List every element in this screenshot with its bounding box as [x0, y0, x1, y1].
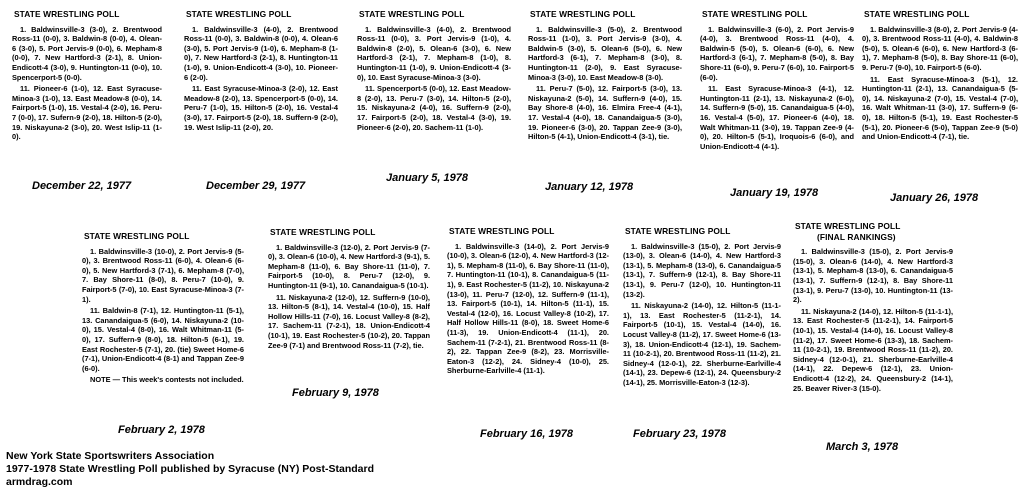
poll-paragraph: 11. Pioneer-6 (1-0), 12. East Syracuse-Minoa-3 (1-0), 13. East Meadow-8 (0-0), 14. Fairport-5 (1-0), 15. Vestal-4 (2-0), 16. Peru-7 (0-0), 17. Sufern-9 (2-0), 18. Hilton-5 (2-0), 19. Niskayuna-2 (3-0), 20. West Islip-11 (1-0).: [12, 84, 162, 142]
poll-paragraph: 1. Baldwinsville-3 (4-0), 2. Brentwood Ross-11 (0-0), 3. Port Jervis-9 (1-0), 4. Baldwin-8 (2-0), 5. Olean-6 (3-0), 6. New Hartford-3 (2-1), 7. Mepham-8 (1-0), 8. Huntington-11 (1-0), 9. Union-Endicott-4 (3-0), 10. East Syracuse-Minoa-3 (3-0).: [357, 24, 511, 82]
poll-paragraph: 1. Baldwinsville-3 (3-0), 2. Brentwood Ross-11 (0-0), 3. Baldwin-8 (0-0), 4. Olean-6 (3-0), 5. Port Jervis-9 (0-0), 6. Mepham-8 (0-0), 7. New Hartford-3 (2-1), 8. Union-Endicott-4 (3-0), 9. Huntington-11 (0-0), 10. Spencerport-5 (0-0).: [12, 24, 162, 82]
poll-body: [623, 242, 781, 388]
poll-body: [793, 247, 953, 393]
poll-paragraph: 11. East Syracuse-Minoa-3 (2-0), 12. East Meadow-8 (2-0), 13. Spencerport-5 (0-0), 14. Peru-7 (1-0), 15. Hilton-5 (2-0), 16. Vestal-4 (3-0), 17. Fairport-5 (2-0), 18. Suffern-9 (2-0), 19. West Islip-11 (2-0), 20.: [184, 84, 338, 132]
poll-title: STATE WRESTLING POLL: [186, 9, 292, 19]
poll-clipping-feb16: [447, 227, 609, 378]
poll-paragraph: 11. Peru-7 (5-0), 12. Fairport-5 (3-0), 13. Niskayuna-2 (5-0), 14. Suffern-9 (4-0), 15. Bay Shore-8 (4-0), 16. Elmira Free-4 (4-1), 17. Vestal-4 (4-0), 18. Canandaigua-5 (3-0), 19. Pioneer-6 (3-0), 20. Tappan Zee-9 (3-0), Hilton-5 (4-1), Union-Endicott-4 (3-1), tie.: [528, 84, 682, 142]
poll-title: STATE WRESTLING POLL: [270, 227, 376, 237]
poll-body: [447, 242, 609, 376]
poll-paragraph: 1. Baldwinsville-3 (5-0), 2. Brentwood Ross-11 (1-0), 3. Port Jervis-9 (3-0), 4. Baldwin-5 (3-0), 5. Olean-6 (5-0), 6. New Hartford-3 (6-1), 7. Mepham-8 (3-0), 8. Huntington-11 (2-0), 9. East Syracuse-Minoa-3 (3-0), 10. East Meadow-8 (3-0).: [528, 24, 682, 82]
poll-title: STATE WRESTLING POLL: [864, 9, 970, 19]
poll-title: STATE WRESTLING POLL: [449, 226, 555, 236]
poll-title: STATE WRESTLING POLL: [702, 9, 808, 19]
poll-clipping-feb2: [82, 232, 244, 387]
poll-body: [82, 247, 244, 385]
poll-clipping-jan5: [357, 10, 511, 134]
poll-paragraph: 11. Baldwin-8 (7-1), 12. Huntington-11 (5-1), 13. Canandaigua-5 (6-0), 14. Niskayuna-2 (10-0), 15. Vestal-4 (8-0), 16. Walt Whitman-11 (5-0), 17. Suffern-9 (8-0), 18. Hilton-5 (6-1), 19. East Rochester-5 (7-1), 20. (tie) Sweet Home-6 (7-1), Union-Endicott-4 (8-1) and Tappan Zee-9 (6-0).: [82, 306, 244, 373]
poll-body: [700, 25, 854, 152]
poll-clipping-feb23: [623, 227, 781, 390]
poll-clipping-feb9: [268, 228, 430, 352]
poll-body: [12, 25, 162, 142]
poll-date: December 29, 1977: [206, 180, 306, 192]
poll-paragraph: 11. Niskayuna-2 (12-0), 12. Suffern-9 (10-0), 13. Hilton-5 (8-1), 14. Vestal-4 (10-0), 15. Half Hollow Hills-11 (7-0), 16. Locust Valley-8 (8-2), 17. Sachem-11 (7-2-1), 18. Union-Endicott-4 (10-1), 19. East Rochester-5 (10-2), 20. Tappan Zee-9 (7-1) and Brentwood Ross-11 (7-2), tie.: [268, 292, 430, 350]
poll-date: December 22, 1977: [32, 180, 132, 192]
poll-date: February 23, 1978: [633, 428, 726, 440]
poll-date: January 19, 1978: [730, 187, 819, 199]
poll-paragraph: 11. East Syracuse-Minoa-3 (5-1), 12. Huntington-11 (2-1), 13. Canandaigua-5 (5-0), 14. Niskayuna-2 (7-0), 15. Vestal-4 (7-0), 16. Walt Whitman-11 (3-0), 17. Suffern-9 (6-0), 18. Hilton-5 (5-1), 19. East Rochester-5 (5-1), 20. Pioneer-6 (5-0), Tappan Zee-9 (5-0) and Union-Endicott-4 (7-1), tie.: [862, 74, 1018, 142]
poll-clipping-dec29: [184, 10, 338, 134]
poll-clipping-jan26: [862, 10, 1018, 144]
poll-clipping-mar3: [793, 222, 953, 395]
poll-body: [862, 25, 1018, 142]
poll-title: STATE WRESTLING POLL: [625, 226, 731, 236]
poll-paragraph: 11. East Syracuse-Minoa-3 (4-1), 12. Huntington-11 (2-1), 13. Niskayuna-2 (6-0), 14. Suffern-9 (5-0), 15. Canandaigua-5 (4-0), 16. Vestal-4 (5-0), 17. Pioneer-6 (4-0), 18. Walt Whitman-11 (3-0), 19. Tappan Zee-9 (4-0), 20. Hilton-5 (5-1), Iroquois-6 (6-0), and Union-Endicott-4 (4-1).: [700, 84, 854, 151]
poll-title: STATE WRESTLING POLL: [795, 221, 901, 231]
poll-date: February 9, 1978: [292, 387, 379, 399]
poll-clipping-dec22: [12, 10, 162, 144]
poll-paragraph: 1. Baldwinsville-3 (15-0), 2. Port Jervis-9 (13-0), 3. Olean-6 (14-0), 4. New Hartford-3 (13-1), 5. Mepham-8 (13-0), 6. Canandaigua-5 (13-1), 7. Suffern-9 (12-1), 8. Bay Shore-11 (13-1), 9. Peru-7 (12-0), 10. Huntington-11 (13-2).: [623, 241, 781, 299]
poll-date: January 5, 1978: [386, 172, 468, 184]
poll-paragraph: 1. Baldwinsville-3 (4-0), 2. Brentwood Ross-11 (0-0), 3. Baldwin-8 (0-0), 4. Olean-6 (3-0), 5. Port Jervis-9 (1-0), 6. Mepham-8 (1-0), 7. New Hartford-3 (2-1), 8. Huntington-11 (1-0), 9. Union-Endicott-4 (3-0), 10. Pioneer-6 (2-0).: [184, 24, 338, 82]
poll-date: January 26, 1978: [890, 192, 979, 204]
source-credit: [6, 450, 374, 489]
poll-paragraph: 1. Baldwinsville-3 (10-0), 2. Port Jervis-9 (5-0), 3. Brentwood Ross-11 (6-0), 4. Olean-6 (6-0), 5. New Hartford-3 (7-1), 6. Mepham-8 (7-0), 7. Bay Shore-11 (8-0), 8. Peru-7 (10-0), 9. Fairport-5 (7-0), 10. East Syracuse-Minoa-3 (7-1).: [82, 246, 244, 304]
poll-date: March 3, 1978: [826, 441, 899, 453]
poll-title: STATE WRESTLING POLL: [530, 9, 636, 19]
poll-paragraph: 1. Baldwinsville-3 (12-0), 2. Port Jervis-9 (7-0), 3. Olean-6 (10-0), 4. New Hartford-3 (9-1), 5. Mepham-8 (11-0), 6. Bay Shore-11 (11-0), 7. Fairport-5 (10-0), 8. Peru-7 (12-0), 9. Huntington-11 (9-1), 10. Canandaigua-5 (10-1).: [268, 242, 430, 290]
poll-paragraph: 11. Spencerport-5 (0-0), 12. East Meadow-8 (2-0), 13. Peru-7 (3-0), 14. Hilton-5 (2-0), 15. Niskayuna-2 (4-0), 16. Suffern-9 (2-0), 17. Fairport-5 (2-0), 18. Vestal-4 (3-0), 19. Pioneer-6 (2-0), 20. Sachem-11 (1-0).: [357, 84, 511, 132]
poll-clipping-jan19: [700, 10, 854, 153]
poll-date: January 12, 1978: [545, 181, 634, 193]
poll-date: February 16, 1978: [480, 428, 573, 440]
poll-paragraph: 11. Niskayuna-2 (14-0), 12. Hilton-5 (11-1-1), 13. East Rochester-5 (11-2-1), 14. Fairport-5 (10-1), 15. Vestal-4 (14-0), 16. Locust Valley-8 (11-2), 17. Sweet Home-6 (13-3), 18. Sachem-11 (10-2-1), 19. Brentwood Ross-11 (11-2), 20. Sidney-4 (12-0-1), 21. Sherburne-Earlville-4 (14-1), 22. Depew-6 (12-1), 23. Union-Endicott-4 (12-2), 24. Queensbury-2 (14-1), 25. Beaver River-3 (15-0).: [793, 306, 953, 393]
source-credit-line2: 1977-1978 State Wrestling Poll published by Syracuse (NY) Post-Standard: [6, 463, 374, 475]
poll-body: [357, 25, 511, 133]
poll-body: [268, 243, 430, 351]
poll-paragraph: 1. Baldwinsville-3 (8-0), 2. Port Jervis-9 (4-0), 3. Brentwood Ross-11 (4-0), 4. Baldwin-8 (5-0), 5. Olean-6 (6-0), 6. New Hartford-3 (6-1), 7. Mepham-8 (5-0), 8. Bay Shore-11 (6-0), 9. Peru-7 (9-0), 10. Fairport-5 (6-0).: [862, 24, 1018, 72]
poll-subtitle: (FINAL RANKINGS): [817, 231, 896, 242]
poll-body: [528, 25, 682, 142]
source-credit-line3[interactable]: armdrag.com: [6, 476, 73, 488]
poll-paragraph: 11. Niskayuna-2 (14-0), 12. Hilton-5 (11-1-1), 13. East Rochester-5 (11-2-1), 14. Fairport-5 (10-1), 15. Vestal-4 (14-0), 16. Locust Valley-8 (11-2), 17. Sweet Home-6 (13-3), 18. Union-Endicott-4 (12-1), 19. Sachem-11 (10-2-1), 20. Brentwood Ross-11 (11-2), 21. Sidney-4 (12-0-1), 22. Sherburne-Earlville-4 (14-1), 23. Depew-6 (12-1), 24. Queensbury-2 (14-1), 25. Morrisville-Eaton-3 (12-3).: [623, 301, 781, 387]
poll-title: STATE WRESTLING POLL: [14, 9, 120, 19]
poll-body: [184, 25, 338, 133]
poll-note: NOTE — This week's contests not included.: [90, 375, 244, 385]
poll-paragraph: 1. Baldwinsville-3 (15-0), 2. Port Jervis-9 (15-0), 3. Olean-6 (14-0), 4. New Hartford-3 (13-1), 5. Mepham-8 (13-0), 6. Canandaigua-5 (13-1), 7. Suffern-9 (12-1), 8. Bay Shore-11 (13-1), 9. Peru-7 (13-0), 10. Huntington-11 (13-2).: [793, 247, 953, 305]
poll-title: STATE WRESTLING POLL: [84, 231, 190, 241]
source-credit-line1: New York State Sportswriters Association: [6, 450, 215, 462]
poll-clipping-jan12: [528, 10, 682, 144]
poll-paragraph: 1. Baldwinsville-3 (6-0), 2. Port Jervis-9 (4-0), 3. Brentwood Ross-11 (4-0), 4. Baldwin-5 (5-0), 5. Olean-6 (6-0), 6. New Hartford-3 (6-1), 7. Mepham-8 (5-0), 8. Bay Shore-11 (6-0), 9. Peru-7 (6-0), 10. Fairport-5 (6-0).: [700, 24, 854, 82]
poll-paragraph: 1. Baldwinsville-3 (14-0), 2. Port Jervis-9 (10-0), 3. Olean-6 (12-0), 4. New Hartford-3 (12-1), 5. Mepham-8 (11-0), 6. Bay Shore-11 (11-0), 7. Huntington-11 (10-1), 8. Canandaigua-5 (11-1), 9. East Rochester-5 (11-2), 10. Niskayuna-2 (13-0), 11. Peru-7 (12-0), 12. Suffern-9 (11-1), 13. Fairport-5 (10-1), 14. Hilton-5 (11-1), 15. Vestal-4 (12-0), 16. Locust Valley-8 (10-2), 17. Half Hollow Hills-11 (8-0), 18. Sweet Home-6 (11-3), 19. Union-Endicott-4 (11-1), 20. Sachem-11 (7-2-1), 21. Brentwood Ross-11 (8-2), 22. Tappan Zee-9 (8-2), 23. Morrisville-Eaton-3 (12-2), 24. Sidney-4 (10-0), 25. Sherburne-Earlville-4 (11-1).: [447, 241, 609, 376]
poll-title: STATE WRESTLING POLL: [359, 9, 465, 19]
poll-date: February 2, 1978: [118, 424, 205, 436]
